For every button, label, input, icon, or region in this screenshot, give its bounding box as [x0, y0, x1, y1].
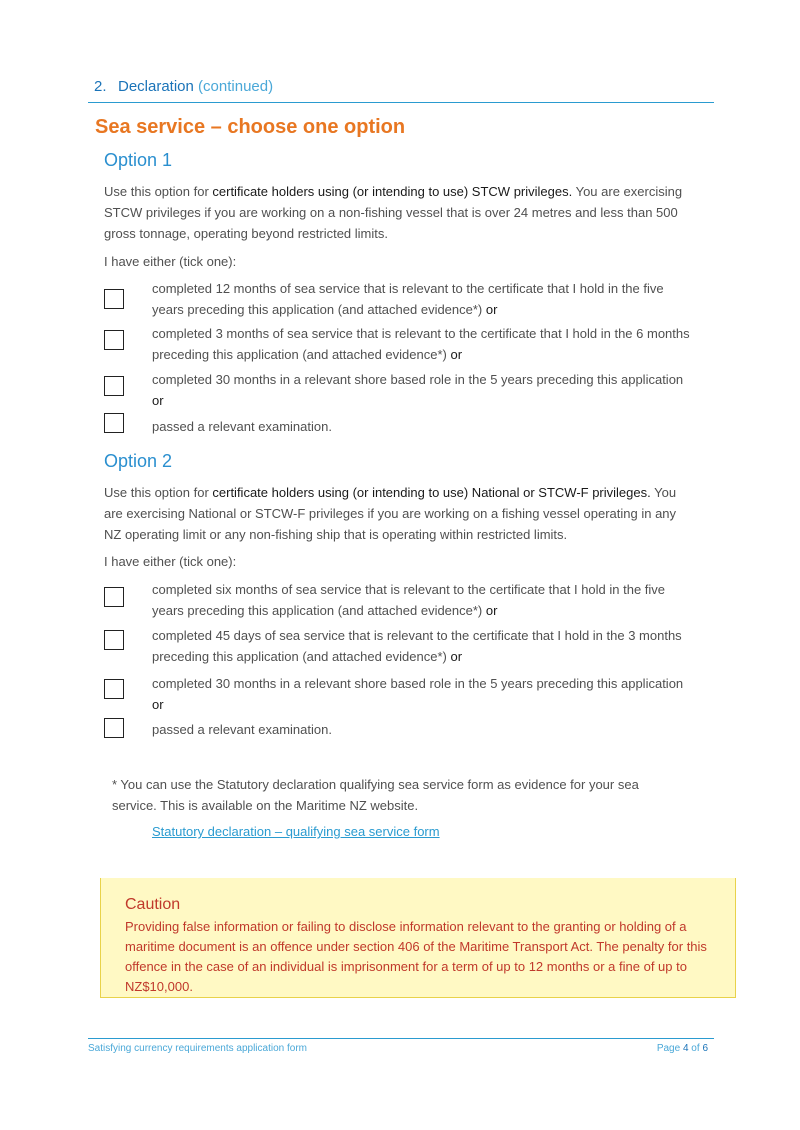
statutory-declaration-link[interactable]: Statutory declaration – qualifying sea service form — [152, 824, 440, 839]
option1-item-text — [152, 323, 692, 365]
item-text: passed a relevant examination. — [152, 419, 332, 434]
item-text: completed 3 months of sea service that is relevant to the certificate that I hold in the 6 months preceding this application (and attached evidence*) — [152, 326, 690, 362]
option2-intro-suffix: You are exercising National or STCW-F privileges if you are working on a fishing vessel operating in any NZ operating limit or any non-fishing ship that is operating within restricted limits. — [104, 485, 677, 542]
option1-checkbox-2[interactable] — [104, 330, 124, 350]
item-or: or — [450, 347, 463, 362]
option2-intro-bold: certificate holders using (or intending to use) National or STCW-F privileges. — [212, 485, 651, 500]
page-number — [657, 1043, 708, 1054]
item-text: completed 30 months in a relevant shore based role in the 5 years preceding this application — [152, 372, 684, 387]
option2-checkbox-3[interactable] — [104, 679, 124, 699]
item-or: or — [485, 302, 498, 317]
option1-checkbox-1[interactable] — [104, 289, 124, 309]
option2-item-text — [152, 719, 692, 740]
option1-intro-suffix: You are exercising STCW privileges if you are working on a non-fishing vessel that is over 24 metres and less than 500 gross tonnage, operating beyond restricted limits. — [104, 184, 683, 241]
option2-item-text — [152, 673, 692, 715]
option1-intro — [104, 181, 684, 244]
option1-intro-prefix: Use this option for — [104, 184, 213, 199]
page-footer — [88, 1038, 714, 1058]
section-subtitle: (continued) — [198, 78, 274, 95]
item-text: completed 45 days of sea service that is relevant to the certificate that I hold in the 3 months preceding this application (and attached evidence*) — [152, 628, 682, 664]
footnote: * You can use the Statutory declaration qualifying sea service form as evidence for your sea service. This is available on the Maritime NZ website. — [112, 777, 639, 813]
item-or: or — [485, 603, 498, 618]
option1-checkbox-4[interactable] — [104, 413, 124, 433]
footer-form-name: Satisfying currency requirements application form — [88, 1043, 307, 1054]
page-of: of — [688, 1043, 703, 1054]
option2-tick-label: I have either (tick one): — [104, 554, 237, 569]
section-title: Declaration — [118, 78, 194, 95]
option2-intro — [104, 482, 684, 545]
caution-text: Providing false information or failing to disclose information relevant to the granting or holding of a maritime document is an offence under section 406 of the Maritime Transport Act. The penalty for this offence in the case of an individual is imprisonment for a term of up to 12 months or a fine of up to NZ$10,000. — [125, 919, 707, 994]
item-text: completed six months of sea service that is relevant to the certificate that I hold in the five years preceding this application (and attached evidence*) — [152, 582, 666, 618]
option1-item-text — [152, 369, 692, 411]
option1-item-text — [152, 278, 692, 320]
caution-box — [100, 878, 736, 998]
option1-tick-label: I have either (tick one): — [104, 254, 237, 269]
option1-title: Option 1 — [104, 150, 173, 170]
option2-item-text — [152, 625, 692, 667]
option2-checkbox-4[interactable] — [104, 718, 124, 738]
option2-checkbox-2[interactable] — [104, 630, 124, 650]
item-or: or — [152, 697, 164, 712]
option1-intro-bold: certificate holders using (or intending to use) STCW privileges. — [212, 184, 573, 199]
page-prefix: Page — [656, 1043, 683, 1054]
total-pages: 6 — [702, 1043, 708, 1054]
option1-item-text — [152, 416, 692, 437]
item-text: completed 12 months of sea service that is relevant to the certificate that I hold in the five years preceding this application (and attached evidence*) — [152, 281, 664, 317]
item-or: or — [152, 393, 164, 408]
option2-checkbox-1[interactable] — [104, 587, 124, 607]
caution-title: Caution — [125, 896, 181, 913]
option1-checkbox-3[interactable] — [104, 376, 124, 396]
option2-intro-prefix: Use this option for — [104, 485, 213, 500]
item-text: completed 30 months in a relevant shore based role in the 5 years preceding this application — [152, 676, 684, 691]
section-header — [88, 78, 714, 103]
option2-title: Option 2 — [104, 451, 173, 471]
page-title: Sea service – choose one option — [95, 116, 406, 138]
option2-item-text — [152, 579, 692, 621]
item-text: passed a relevant examination. — [152, 722, 332, 737]
section-number: 2. — [94, 78, 107, 95]
item-or: or — [450, 649, 463, 664]
current-page: 4 — [682, 1043, 689, 1054]
